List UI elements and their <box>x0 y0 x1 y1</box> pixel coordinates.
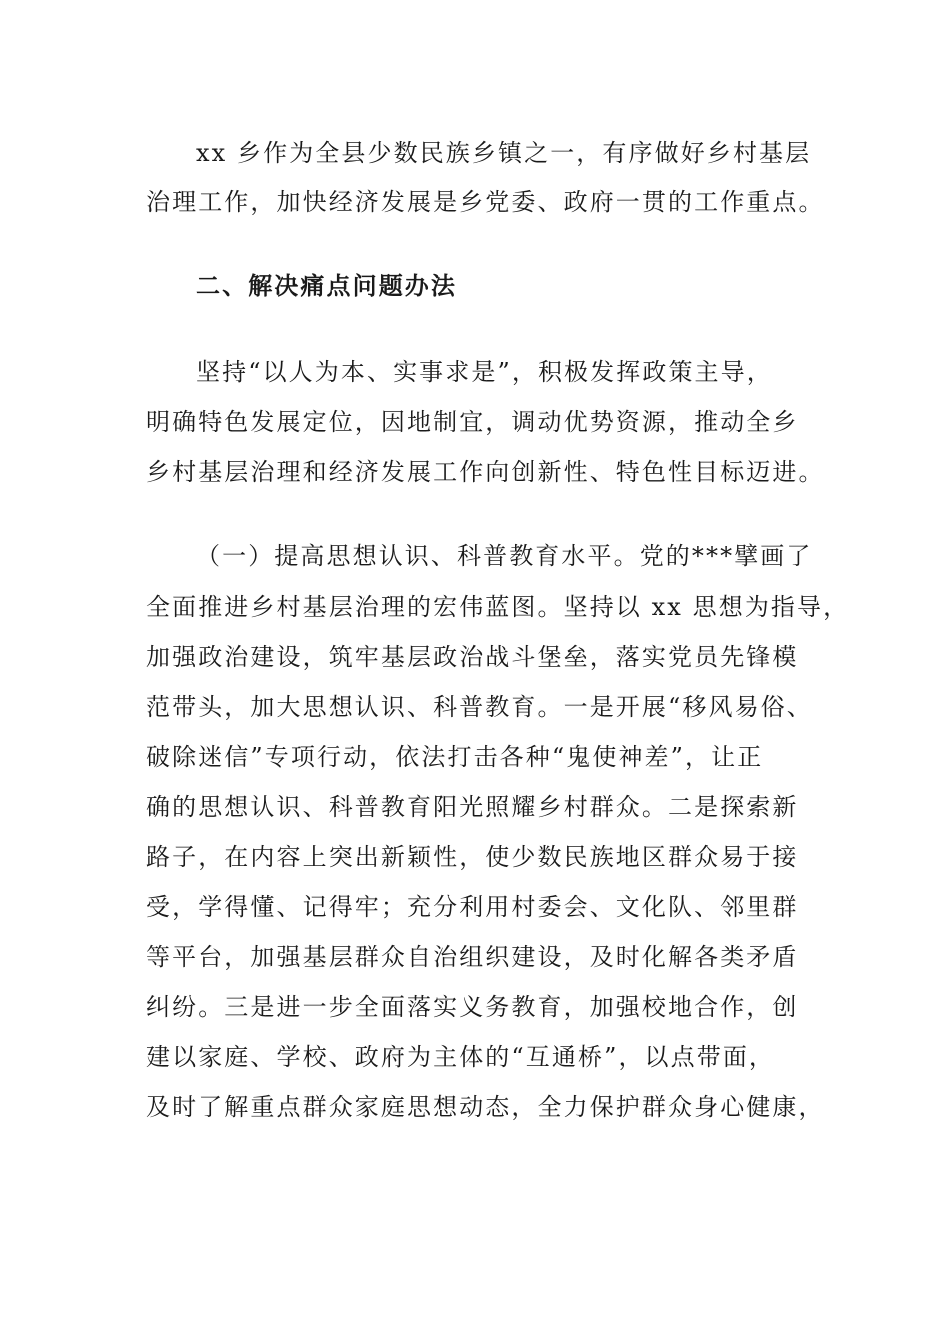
paragraph-2-line-1: 坚持“以人为本、实事求是”，积极发挥政策主导， <box>196 358 773 386</box>
paragraph-3-line-3: 加强政治建设，筑牢基层政治战斗堡垒，落实党员先锋模 <box>146 643 799 671</box>
paragraph-2-line-2: 明确特色发展定位，因地制宜，调动优势资源，推动全乡 <box>146 408 799 436</box>
paragraph-1-line-2: 治理工作，加快经济发展是乡党委、政府一贯的工作重点。 <box>146 188 825 216</box>
paragraph-3-line-10: 纠纷。三是进一步全面落实义务教育，加强校地合作，创 <box>146 993 799 1021</box>
paragraph-3-line-5: 破除迷信”专项行动，依法打击各种“鬼使神差”，让正 <box>146 743 764 771</box>
paragraph-3-line-8: 受，学得懂、记得牢；充分利用村委会、文化队、邻里群 <box>146 893 799 921</box>
section-heading: 二、解决痛点问题办法 <box>196 271 457 300</box>
paragraph-3-line-6: 确的思想认识、科普教育阳光照耀乡村群众。二是探索新 <box>146 793 799 821</box>
paragraph-3-line-9: 等平台，加强基层群众自治组织建设，及时化解各类矛盾 <box>146 943 799 971</box>
paragraph-2-line-3: 乡村基层治理和经济发展工作向创新性、特色性目标迈进。 <box>146 458 825 486</box>
paragraph-3-line-7: 路子，在内容上突出新颖性，使少数民族地区群众易于接 <box>146 843 799 871</box>
paragraph-3-line-11: 建以家庭、学校、政府为主体的“互通桥”，以点带面， <box>146 1043 776 1071</box>
paragraph-3-line-1: （一）提高思想认识、科普教育水平。党的***擘画了 <box>196 542 813 570</box>
paragraph-3-line-2: 全面推进乡村基层治理的宏伟蓝图。坚持以 xx 思想为指导， <box>146 593 850 621</box>
paragraph-1-line-1: xx 乡作为全县少数民族乡镇之一，有序做好乡村基层 <box>196 139 812 167</box>
paragraph-3-line-4: 范带头，加大思想认识、科普教育。一是开展“移风易俗、 <box>146 693 813 721</box>
paragraph-3-line-12: 及时了解重点群众家庭思想动态，全力保护群众身心健康， <box>146 1093 825 1121</box>
